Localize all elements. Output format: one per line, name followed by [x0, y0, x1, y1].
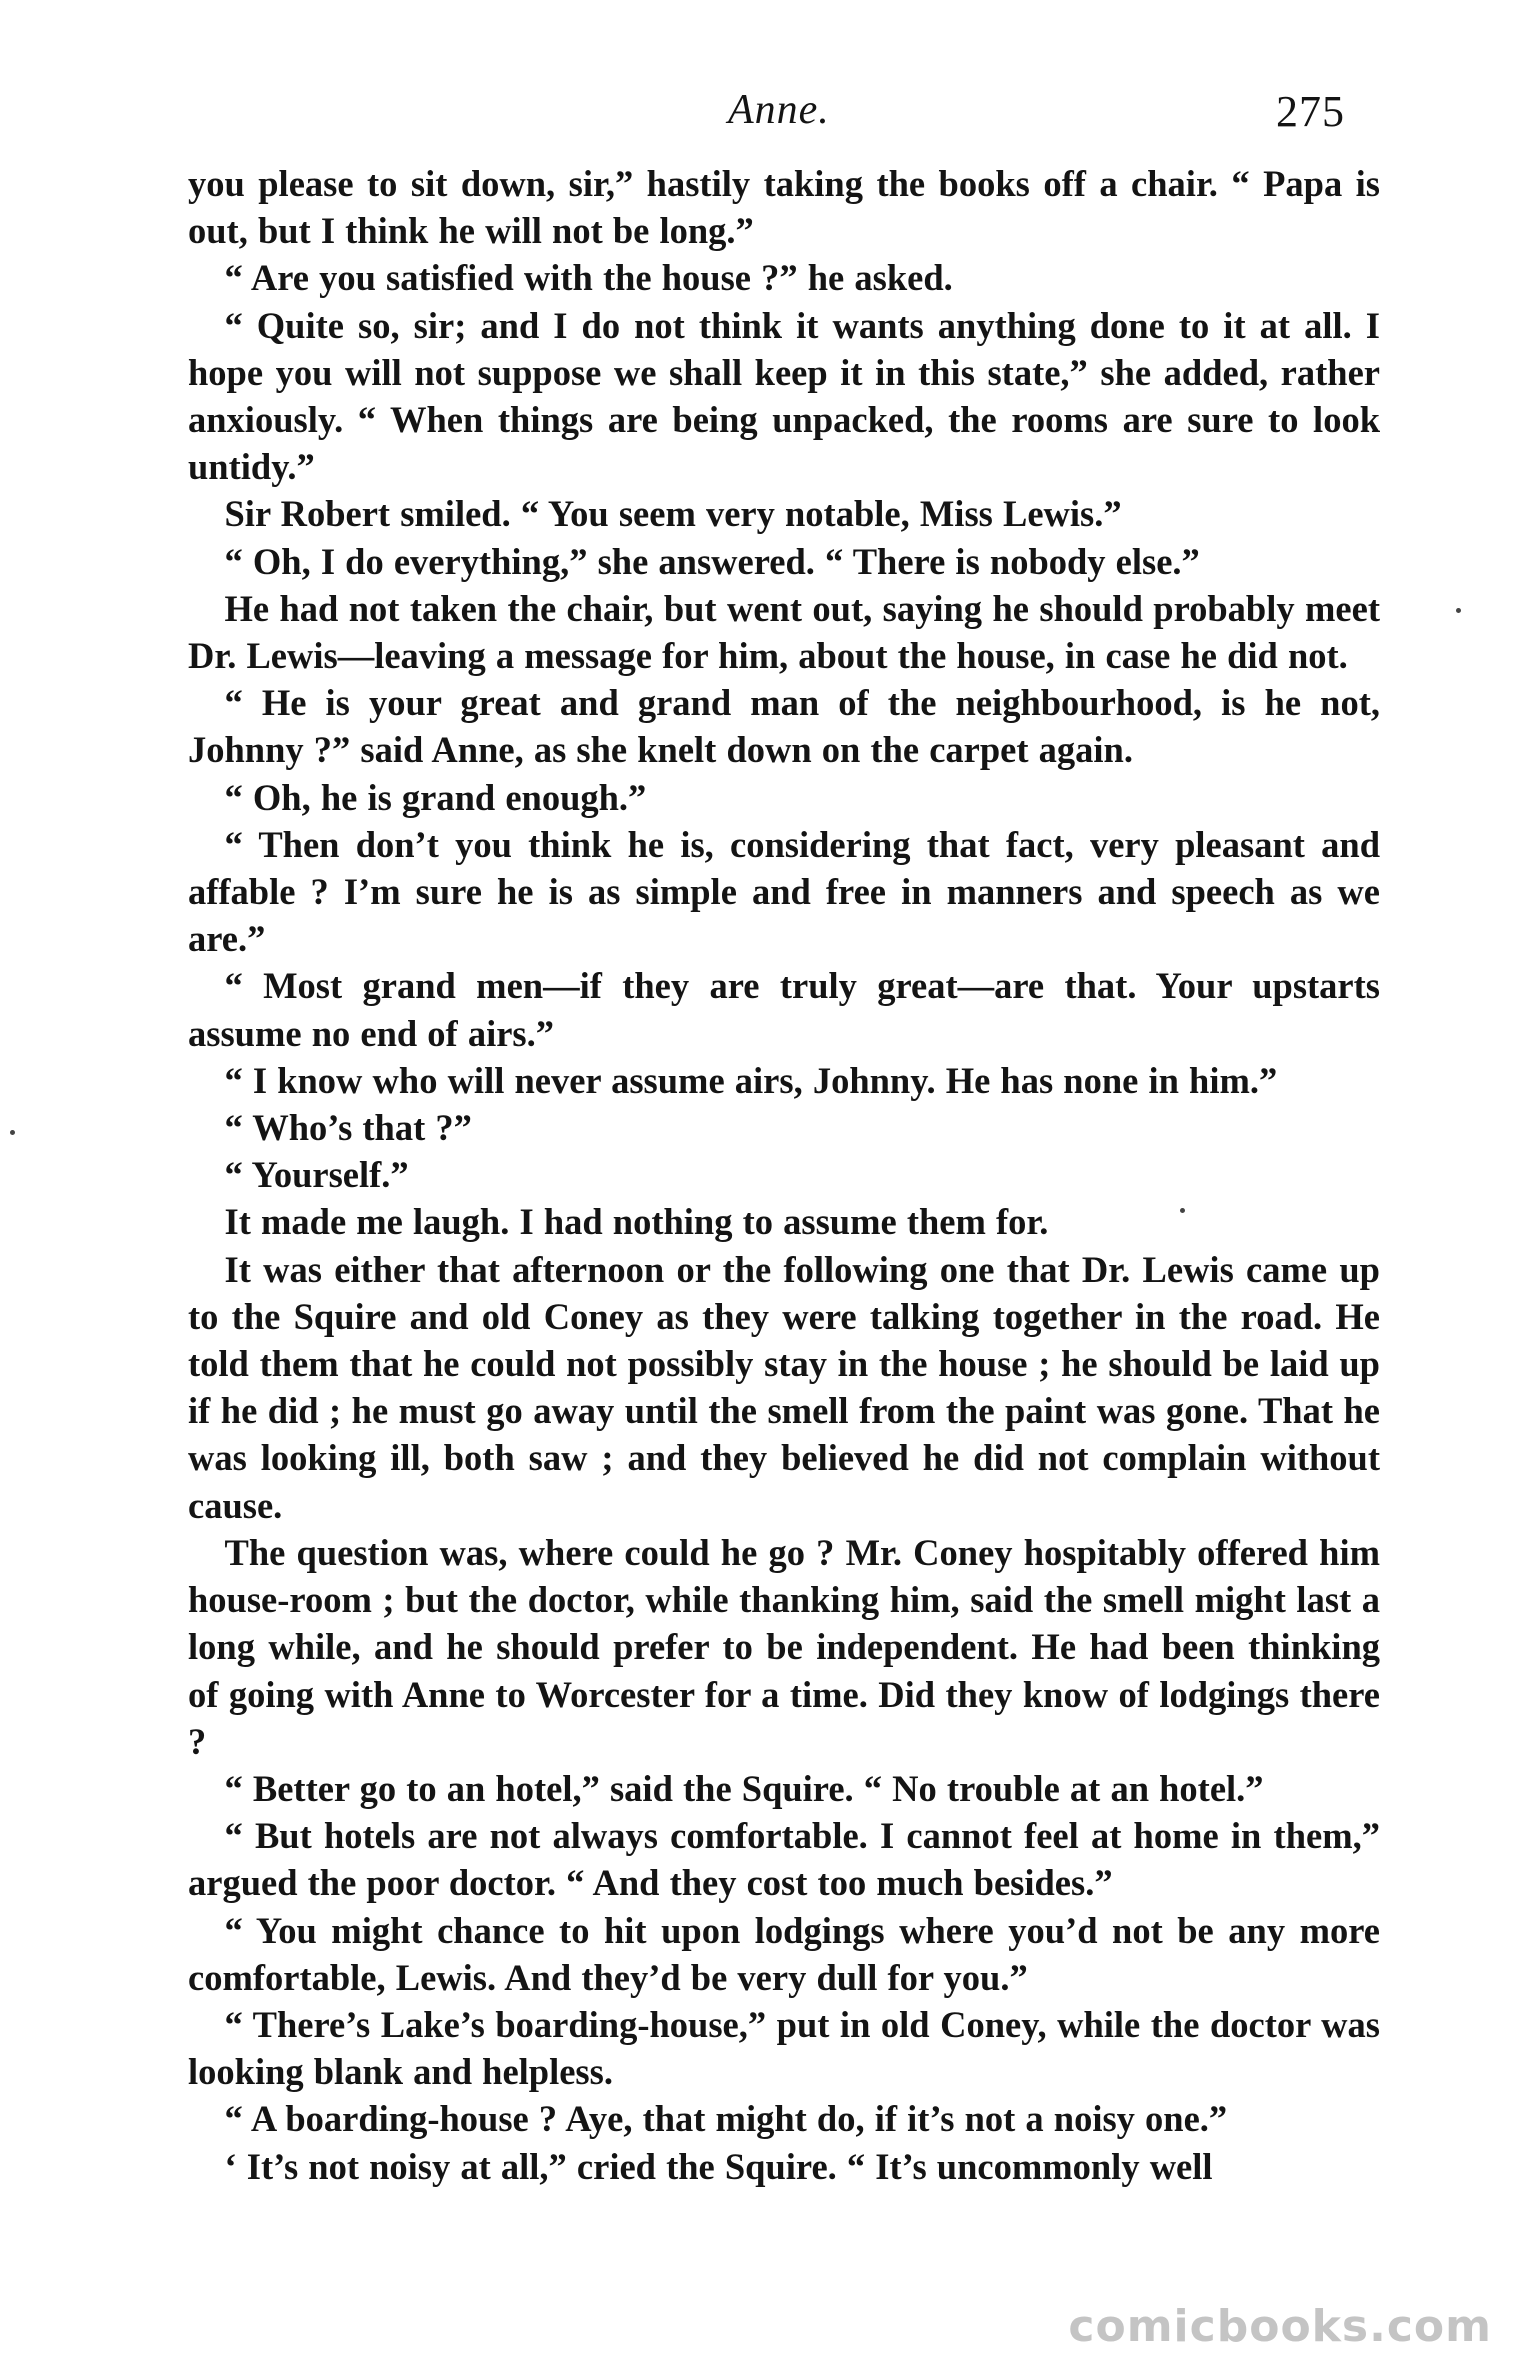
watermark: comicbooks.com [1068, 2301, 1492, 2352]
paragraph: “ Quite so, sir; and I do not think it wants anything done to it at all. I hope you will not suppose we shall keep it in this state,” she added, rather anxiously. “ When things are being unpacked, the rooms are sure to look untidy.” [188, 304, 1380, 488]
paragraph: “ Are you satisfied with the house ?” he asked. [224, 257, 953, 299]
margin-speck [1456, 608, 1461, 613]
page-number: 275 [1276, 87, 1345, 136]
paragraph: “ Oh, he is grand enough.” [224, 776, 647, 818]
paragraph: “ I know who will never assume airs, Johnny. He has none in him.” [224, 1059, 1278, 1101]
paragraph: “ Who’s that ?” [224, 1107, 472, 1149]
paragraph: It made me laugh. I had nothing to assume them for. [224, 1201, 1049, 1243]
paragraph: “ A boarding-house ? Aye, that might do, if it’s not a noisy one.” [224, 2098, 1228, 2140]
paragraph: “ But hotels are not always comfortable. I cannot feel at home in them,” argued the poor doctor. “ And they cost too much besides.” [188, 1815, 1380, 1904]
paragraph: Sir Robert smiled. “ You seem very notable, Miss Lewis.” [224, 493, 1122, 535]
running-title: Anne. [728, 87, 830, 133]
body-text [188, 160, 1380, 2190]
paragraph: “ Then don’t you think he is, considering that fact, very pleasant and affable ? I’m sure he is as simple and free in manners and speech as we are.” [188, 823, 1380, 960]
paragraph: “ Oh, I do everything,” she answered. “ There is nobody else.” [224, 540, 1200, 582]
paragraph: “ Yourself.” [224, 1154, 409, 1196]
paragraph: “ Most grand men—if they are truly great—are that. Your upstarts assume no end of airs.” [188, 965, 1380, 1054]
paragraph: “ You might chance to hit upon lodgings where you’d not be any more comfortable, Lewis. And they’d be very dull for you.” [188, 1909, 1380, 1998]
paragraph: The question was, where could he go ? Mr. Coney hospitably offered him house-room ; but the doctor, while thanking him, said the smell might last a long while, and he should prefer to be independent. He had been thinking of going with Anne to Worcester for a time. Did they know of lodgings there ? [188, 1531, 1380, 1762]
paragraph: ‘ It’s not noisy at all,” cried the Squire. “ It’s uncommonly well [224, 2145, 1213, 2187]
running-head [0, 86, 1520, 146]
paragraph: “ Better go to an hotel,” said the Squire. “ No trouble at an hotel.” [224, 1767, 1264, 1809]
paragraph: “ He is your great and grand man of the neighbourhood, is he not, Johnny ?” said Anne, as she knelt down on the carpet again. [188, 682, 1380, 771]
margin-speck [1180, 1208, 1185, 1213]
paragraph: “ There’s Lake’s boarding-house,” put in old Coney, while the doctor was looking blank and helpless. [188, 2003, 1380, 2093]
paragraph: He had not taken the chair, but went out, saying he should probably meet Dr. Lewis—leaving a message for him, about the house, in case he did not. [188, 587, 1380, 677]
margin-speck [10, 1130, 15, 1135]
paragraph: It was either that afternoon or the following one that Dr. Lewis came up to the Squire and old Coney as they were talking together in the road. He told them that he could not possibly stay in the house ; he should be laid up if he did ; he must go away until the smell from the paint was gone. That he was looking ill, both saw ; and they believed he did not complain without cause. [188, 1248, 1380, 1526]
paragraph: you please to sit down, sir,” hastily taking the books off a chair. “ Papa is out, but I think he will not be long.” [188, 163, 1380, 252]
